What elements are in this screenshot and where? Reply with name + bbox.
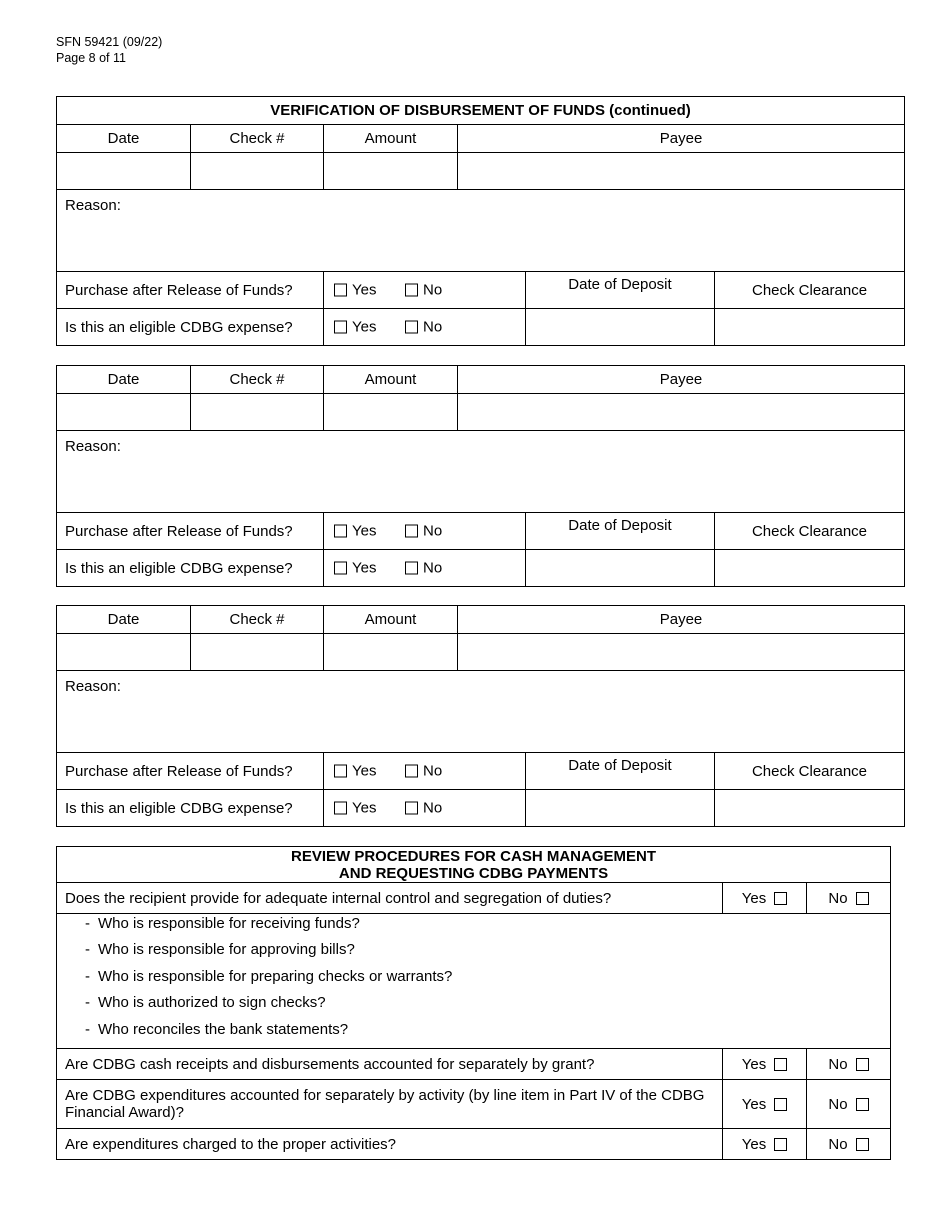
yes-label: Yes [741, 1095, 767, 1113]
yes-label: Yes [352, 799, 377, 817]
proper-activities-no [807, 1129, 891, 1160]
reason-label: Reason: [65, 678, 121, 695]
date-field[interactable] [57, 634, 191, 671]
eligible-yes-checkbox[interactable] [334, 802, 347, 815]
check-clearance-field[interactable] [715, 309, 905, 346]
check-number-header: Check # [191, 366, 324, 394]
disbursement-record-2 [56, 365, 905, 587]
purchase-yes-checkbox[interactable] [334, 525, 347, 538]
eligible-expense-label: Is this an eligible CDBG expense? [57, 309, 324, 346]
proper-activities-no-checkbox[interactable] [856, 1138, 869, 1151]
disbursement-record-1 [56, 96, 905, 346]
date-of-deposit-header: Date of Deposit [526, 513, 715, 550]
separate-by-activity-yes-checkbox[interactable] [774, 1098, 787, 1111]
eligible-yes-checkbox[interactable] [334, 321, 347, 334]
separate-by-grant-yes-checkbox[interactable] [774, 1058, 787, 1071]
purchase-after-release-options [324, 753, 526, 790]
yes-label: Yes [352, 559, 377, 577]
payee-header: Payee [458, 366, 905, 394]
no-label: No [828, 1055, 848, 1073]
reason-field[interactable] [57, 671, 905, 753]
eligible-no-checkbox[interactable] [405, 802, 418, 815]
separate-by-activity-yes [723, 1080, 807, 1129]
proper-activities-question: Are expenditures charged to the proper activities? [57, 1129, 723, 1160]
eligible-no-checkbox[interactable] [405, 562, 418, 575]
review-title [57, 847, 891, 883]
amount-header: Amount [324, 366, 458, 394]
internal-control-yes-checkbox[interactable] [774, 892, 787, 905]
check-clearance-header: Check Clearance [715, 513, 905, 550]
reason-label: Reason: [65, 438, 121, 455]
eligible-expense-options [324, 309, 526, 346]
internal-control-no-checkbox[interactable] [856, 892, 869, 905]
proper-activities-yes-checkbox[interactable] [774, 1138, 787, 1151]
date-of-deposit-field[interactable] [526, 550, 715, 587]
eligible-yes-checkbox[interactable] [334, 562, 347, 575]
yes-label: Yes [741, 889, 767, 907]
proper-activities-yes [723, 1129, 807, 1160]
payee-field[interactable] [458, 153, 905, 190]
internal-control-question: Does the recipient provide for adequate internal control and segregation of duties? [57, 883, 723, 914]
reason-label: Reason: [65, 197, 121, 214]
date-header: Date [57, 125, 191, 153]
date-of-deposit-header: Date of Deposit [526, 272, 715, 309]
form-number: SFN 59421 (09/22) [56, 35, 163, 49]
yes-label: Yes [741, 1135, 767, 1153]
check-clearance-header: Check Clearance [715, 272, 905, 309]
no-label: No [423, 762, 443, 780]
amount-field[interactable] [324, 634, 458, 671]
purchase-no-checkbox[interactable] [405, 765, 418, 778]
list-item: - Who is responsible for preparing checks or warrants? [85, 967, 453, 985]
no-label: No [828, 889, 848, 907]
list-item: - Who is responsible for receiving funds? [85, 915, 360, 932]
separate-by-grant-no [807, 1049, 891, 1080]
date-of-deposit-header: Date of Deposit [526, 753, 715, 790]
purchase-no-checkbox[interactable] [405, 525, 418, 538]
check-clearance-field[interactable] [715, 790, 905, 827]
list-item: - Who is responsible for approving bills? [85, 941, 355, 959]
separate-by-grant-no-checkbox[interactable] [856, 1058, 869, 1071]
disbursement-title: VERIFICATION OF DISBURSEMENT OF FUNDS (continued) [57, 97, 905, 125]
amount-header: Amount [324, 606, 458, 634]
no-label: No [423, 522, 443, 540]
separate-by-activity-no-checkbox[interactable] [856, 1098, 869, 1111]
yes-label: Yes [352, 318, 377, 336]
review-title-line-1: REVIEW PROCEDURES FOR CASH MANAGEMENT [291, 847, 657, 865]
no-label: No [423, 799, 443, 817]
disbursement-record-3 [56, 605, 905, 827]
purchase-after-release-label: Purchase after Release of Funds? [57, 513, 324, 550]
purchase-yes-checkbox[interactable] [334, 765, 347, 778]
check-clearance-field[interactable] [715, 550, 905, 587]
internal-control-no [807, 883, 891, 914]
no-label: No [423, 281, 443, 299]
check-number-field[interactable] [191, 153, 324, 190]
internal-control-subquestions [57, 914, 891, 1049]
review-title-line-2: AND REQUESTING CDBG PAYMENTS [338, 864, 609, 882]
reason-field[interactable] [57, 431, 905, 513]
eligible-expense-label: Is this an eligible CDBG expense? [57, 550, 324, 587]
yes-label: Yes [352, 281, 377, 299]
date-of-deposit-field[interactable] [526, 309, 715, 346]
review-procedures-table [56, 846, 891, 1160]
date-header: Date [57, 606, 191, 634]
separate-by-grant-yes [723, 1049, 807, 1080]
yes-label: Yes [352, 522, 377, 540]
check-number-header: Check # [191, 606, 324, 634]
separate-by-grant-question: Are CDBG cash receipts and disbursements accounted for separately by grant? [57, 1049, 723, 1080]
no-label: No [423, 318, 443, 336]
separate-by-activity-no [807, 1080, 891, 1129]
amount-header: Amount [324, 125, 458, 153]
purchase-after-release-options [324, 272, 526, 309]
eligible-expense-options [324, 550, 526, 587]
payee-header: Payee [458, 125, 905, 153]
purchase-yes-checkbox[interactable] [334, 284, 347, 297]
reason-field[interactable] [57, 190, 905, 272]
purchase-no-checkbox[interactable] [405, 284, 418, 297]
payee-field[interactable] [458, 634, 905, 671]
yes-label: Yes [741, 1055, 767, 1073]
yes-label: Yes [352, 762, 377, 780]
check-number-header: Check # [191, 125, 324, 153]
no-label: No [828, 1095, 848, 1113]
form-header [56, 34, 162, 66]
no-label: No [828, 1135, 848, 1153]
purchase-after-release-options [324, 513, 526, 550]
eligible-expense-label: Is this an eligible CDBG expense? [57, 790, 324, 827]
check-number-field[interactable] [191, 634, 324, 671]
date-of-deposit-field[interactable] [526, 790, 715, 827]
list-item: - Who is authorized to sign checks? [85, 994, 326, 1012]
purchase-after-release-label: Purchase after Release of Funds? [57, 272, 324, 309]
list-item: - Who reconciles the bank statements? [85, 1020, 349, 1038]
date-field[interactable] [57, 394, 191, 431]
eligible-no-checkbox[interactable] [405, 321, 418, 334]
amount-field[interactable] [324, 153, 458, 190]
page-number: Page 8 of 11 [56, 51, 126, 65]
date-field[interactable] [57, 153, 191, 190]
check-clearance-header: Check Clearance [715, 753, 905, 790]
payee-header: Payee [458, 606, 905, 634]
no-label: No [423, 559, 443, 577]
purchase-after-release-label: Purchase after Release of Funds? [57, 753, 324, 790]
internal-control-yes [723, 883, 807, 914]
date-header: Date [57, 366, 191, 394]
eligible-expense-options [324, 790, 526, 827]
payee-field[interactable] [458, 394, 905, 431]
separate-by-activity-question: Are CDBG expenditures accounted for separately by activity (by line item in Part IV of the CDBG Financial Award)? [57, 1080, 723, 1129]
check-number-field[interactable] [191, 394, 324, 431]
amount-field[interactable] [324, 394, 458, 431]
